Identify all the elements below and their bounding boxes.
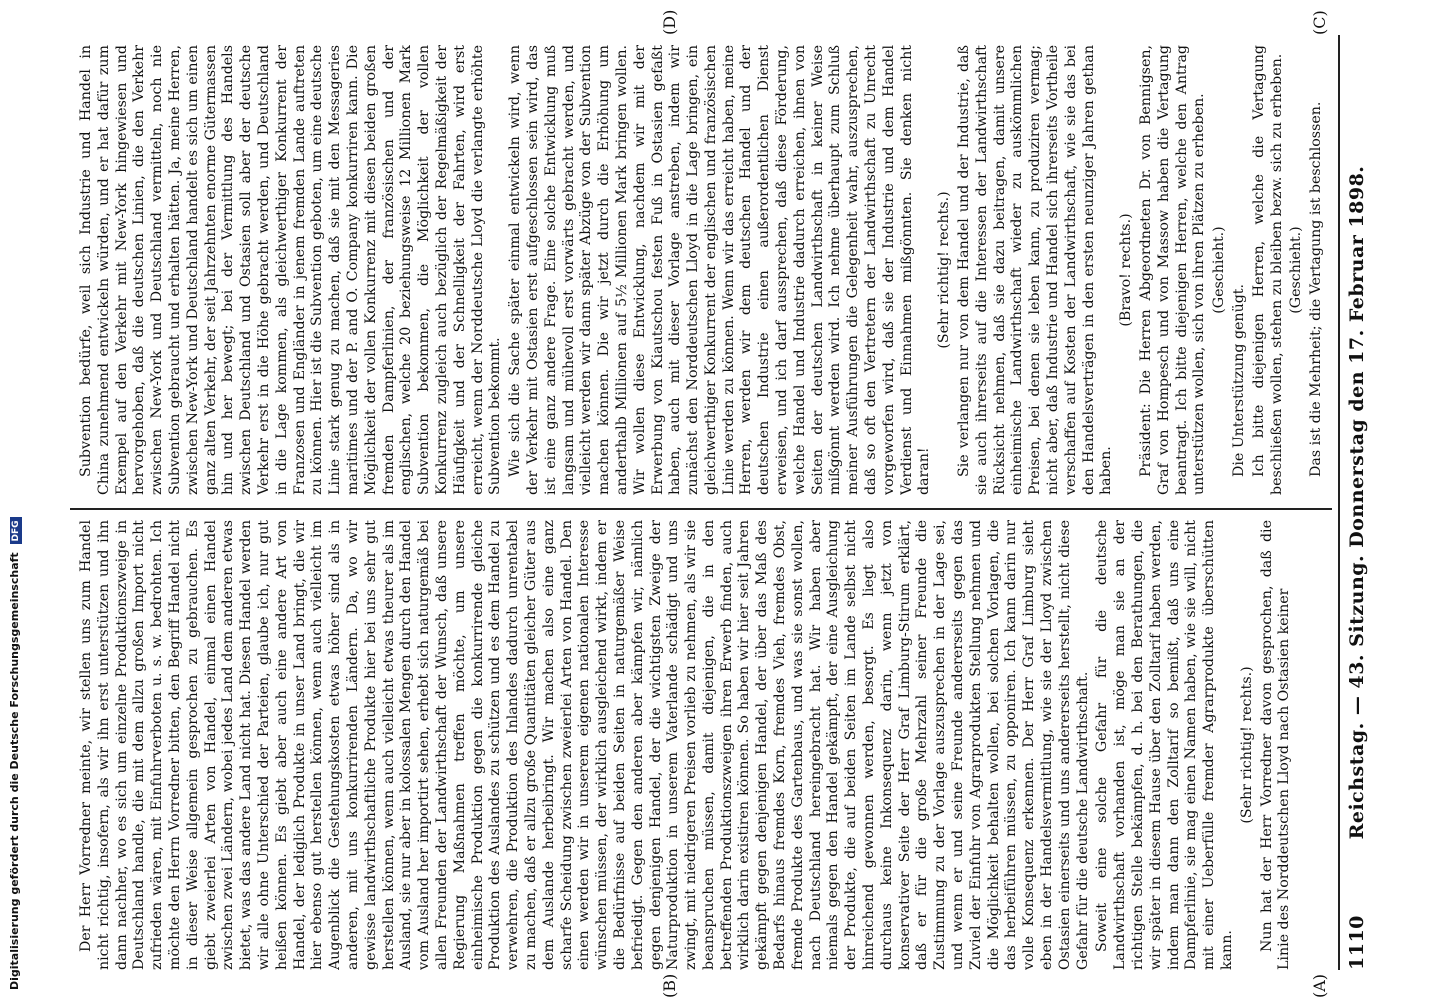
footer-line (8, 300, 26, 990)
right-text-column (78, 45, 1328, 495)
header-rule (1338, 35, 1340, 970)
paragraph: Der Herr Vorredner meinte, wir stellen uns zum Handel nicht richtig, insofern, als wir ihn erst unterstützen und ihn dann nachher, wo es sich um einzelne Produktionszweige in Deutschland handle, die mit dem allzu großen Import nicht zufrieden wären, mit Einfuhrverboten u. s. w. bedrohten. Ich möchte den Herrn Vorredner bitten, den Begriff Handel nicht in dieser Weise allgemein gesprochen zu gebrauchen. Es giebt zweierlei Arten von Handel, einmal einen Handel zwischen zwei Ländern, wobei jedes Land dem anderen etwas bietet, was das andere Land nicht hat. Diesen Handel werden wir alle ohne Unterschied der Parteien, glaube ich, nur gut heißen können. Es giebt aber auch eine andere Art von Handel, der lediglich Produkte in unser Land bringt, die wir hier ebenso gut herstellen können, wenn auch vielleicht im Augenblick die Gestehungskosten etwas höher sind als in anderen, mit uns konkurrirenden Ländern. Da, wo wir gewisse landwirthschaftliche Produkte hier bei uns sehr gut herstellen können, wenn auch vielleicht etwas theurer als im Ausland, sie nur aber in kolossalen Mengen durch den Handel vom Ausland her importirt sehen, erhebt sich naturgemäß bei allen Freunden der Landwirthschaft der Wunsch, daß unsere Regierung Maßnahmen treffen möchte, um unsere einheimische Produktion gegen die konkurrirende gleiche Produktion des Auslandes zu schützen und es dem Handel zu verwehren, die Produktion des Inlandes dadurch unrentabel zu machen, daß er allzu große Quantitäten gleicher Güter aus dem Auslande herbeibringt. Wir machen also eine ganz scharfe Scheidung zwischen zweierlei Arten von Handel. Den einen werden wir in unserem eigenen nationalen Interesse wünschen müssen, der wirklich ausgleichend wirkt, indem er die Bedürfnisse auf beiden Seiten in naturgemäßer Weise befriedigt. Gegen den anderen aber kämpfen wir, nämlich gegen denjenigen Handel, der die wichtigsten Zweige der Naturproduktion in unserem Vaterlande schädigt und uns zwingt, mit niedrigeren Preisen vorlieb zu nehmen, als wir sie beanspruchen müssen, damit diejenigen, die in den betreffenden Produktionszweigen ihren Erwerb finden, auch wirklich darin existiren können. So haben wir hier seit Jahren gekämpft gegen denjenigen Handel, der über das Maß des Bedarfs hinaus fremdes Korn, fremdes Vieh, fremdes Obst, fremde Produkte des Gartenbaus, und was sie sonst wollen, nach Deutschland hereingebracht hat. Wir haben aber niemals gegen den Handel gekämpft, der eine Ausgleichung der Produkte, die auf beiden Seiten im Lande selbst nicht hinreichend gewonnen werden, besorgt. Es liegt also durchaus keine Inkonsequenz darin, wenn jetzt von konservativer Seite der Herr Graf Limburg-Stirum erklärt, daß er für die große Mehrzahl seiner Freunde die Zustimmung zu der Vorlage auszusprechen in der Lage sei, und wenn er und seine Freunde andererseits gegen das Zuviel der Einfuhr von Agrarprodukten Stellung nehmen und die Möglichkeit behalten wollen, bei solchen Vorlagen, die das herbeiführen müssen, zu opponiren. Ich kann darin nur volle Konsequenz erkennen. Der Herr Graf Limburg sieht eben in der Handelsvermittlung, wie sie der Lloyd zwischen Ostasien einerseits und uns andererseits herstellt, nicht diese Gefahr für die deutsche Landwirthschaft. (78, 520, 1091, 970)
interjection: (Bravo! rechts.) (1118, 213, 1135, 327)
dfg-logo: DFG (10, 517, 22, 544)
column-divider (70, 508, 1332, 510)
interjection: (Geschieht.) (1288, 226, 1305, 314)
left-text-column (78, 520, 1328, 970)
interjection: (Geschieht.) (1211, 226, 1228, 314)
paragraph: Das ist die Mehrheit; die Vertagung ist beschlossen. (1308, 101, 1325, 477)
paragraph: Ich bitte diejenigen Herren, welche die Vertagung beschließen wollen, stehen zu bleiben bezw. sich zu erheben. (1250, 45, 1285, 495)
interjection: (Sehr richtig! rechts.) (1238, 666, 1255, 824)
digitization-footer (8, 300, 28, 990)
president-statement: Präsident: Die Herren Abgeordneten Dr. von Bennigsen, Graf von Hompesch und von Massow haben die Vertagung beantragt. Ich bitte diejenigen Herren, welche den Antrag unterstützen wollen, sich von ihren Plätzen zu erheben. (1138, 45, 1208, 495)
paragraph: Soweit eine solche Gefahr für die deutsche Landwirthschaft vorhanden ist, möge man sie an der richtigen Stelle bekämpfen, d. h. bei den Berathungen, die wir später in diesem Hause über den Zolltarif haben werden, indem man dann den Zolltarif so bemißt, daß uns eine Dampferlinie, sie mag einen Namen haben, wie sie will, nicht mit einer Ueberfülle fremder Agrarprodukte überschütten kann. (1094, 520, 1235, 970)
paragraph: Wie sich die Sache später einmal entwickeln wird, wenn der Verkehr mit Ostasien erst aufgeschlossen sein wird, das ist eine ganz andere Frage. Eine solche Entwicklung muß langsam und mühevoll erst vorwärts gebracht werden, und vielleicht werden wir dann später Abzüge von der Subvention machen können. Die wir jetzt durch die Erhöhung um anderthalb Millionen auf 5½ Millionen Mark bringen wollen. Wir wollen diese Entwicklung, nachdem wir mit der Erwerbung von Kiautschou festen Fuß in Ostasien gefaßt haben, auch mit dieser Vorlage anstreben, indem wir zunächst den Norddeutschen Lloyd in die Lage bringen, ein gleichwerthiger Konkurrent der englischen und französischen Linie werden zu können. Wenn wir das erreicht haben, meine Herren, werden wir dem deutschen Handel und der deutschen Industrie einen außerordentlichen Dienst erweisen, und ich darf aussprechen, daß diese Förderung, welche Handel und Industrie dadurch erreichen, ihnen von Seiten der deutschen Landwirthschaft in keiner Weise mißgönnt werden wird. Ich nehme überhaupt zum Schluß meiner Ausführungen die Gelegenheit wahr, auszusprechen, daß so oft den Vertretern der Landwirthschaft zu Unrecht vorgeworfen wird, daß sie der Industrie und dem Handel Verdienst und Einnahmen mißgönnten. Sie denken nicht daran! (507, 45, 933, 495)
paragraph: Sie verlangen nur von dem Handel und der Industrie, daß sie auch ihrerseits auf die Interessen der Landwirthschaft Rücksicht nehmen, daß sie dazu beitragen, damit unsere einheimische Landwirthschaft wieder zu auskömmlichen Preisen, bei denen sie leben kann, zu produziren vermag; nicht aber, daß Industrie und Handel sich ihrerseits Vortheile verschaffen auf Kosten der Landwirthschaft, wie sie das bei den Handelsverträgen in den ersten neunziger Jahren gethan haben. (956, 45, 1115, 495)
page-header (1346, 35, 1376, 970)
interjection: (Sehr richtig! rechts.) (936, 191, 953, 349)
paragraph: Nun hat der Herr Vorredner davon gesprochen, daß die Linie des Norddeutschen Lloyd nach Ostasien keiner (1258, 520, 1293, 970)
margin-marker-a: (A) (1310, 973, 1329, 998)
page-title: Reichstag. — 43. Sitzung. Donnerstag den 17. Februar 1898. (1346, 165, 1368, 840)
paragraph: Subvention bedürfe, weil sich Industrie und Handel in China zunehmend entwickeln würden, und er hat dafür zum Exempel auf den Verkehr mit New-York hingewiesen und hervorgehoben, daß die deutschen Linien, die den Verkehr zwischen New-York und Deutschland vermitteln, noch nie Subvention gebraucht und erhalten hätten. Ja, meine Herren, zwischen New-York und Deutschland handelt es sich um einen ganz alten Verkehr, der seit Jahrzehnten enorme Gütermassen hin und her bewegt; bei der Vermittlung des Handels zwischen Deutschland und Ostasien soll aber der deutsche Verkehr erst in die Höhe gebracht werden, und Deutschland in die Lage kommen, als gleichwerthiger Konkurrent der Franzosen und Engländer in jenem fremden Lande auftreten zu können. Hier ist die Subvention geboten, um eine deutsche Linie stark genug zu machen, daß sie mit den Messageries maritimes und der P. and O. Company konkurriren kann. Die Möglichkeit der vollen Konkurrenz mit diesen beiden großen fremden Dampferlinien, der französischen und der englischen, welche 20 beziehungsweise 12 Millionen Mark Subvention bekommen, die Möglichkeit der vollen Konkurrenz zugleich auch bezüglich der Regelmäßigkeit der Häufigkeit und der Schnelligkeit der Fahrten, wird erst erreicht, wenn der Norddeutsche Lloyd die verlangte erhöhte Subvention bekommt. (78, 45, 504, 495)
footer-text: Digitalisierung gefördert durch die Deutsche Forschungsgemeinschaft (8, 552, 21, 990)
margin-marker-c: (C) (1310, 10, 1329, 35)
page-number: 1110 (1346, 915, 1368, 970)
margin-marker-d: (D) (660, 9, 679, 35)
margin-marker-b: (B) (660, 973, 679, 998)
paragraph: Die Unterstützung genügt. (1231, 284, 1247, 477)
